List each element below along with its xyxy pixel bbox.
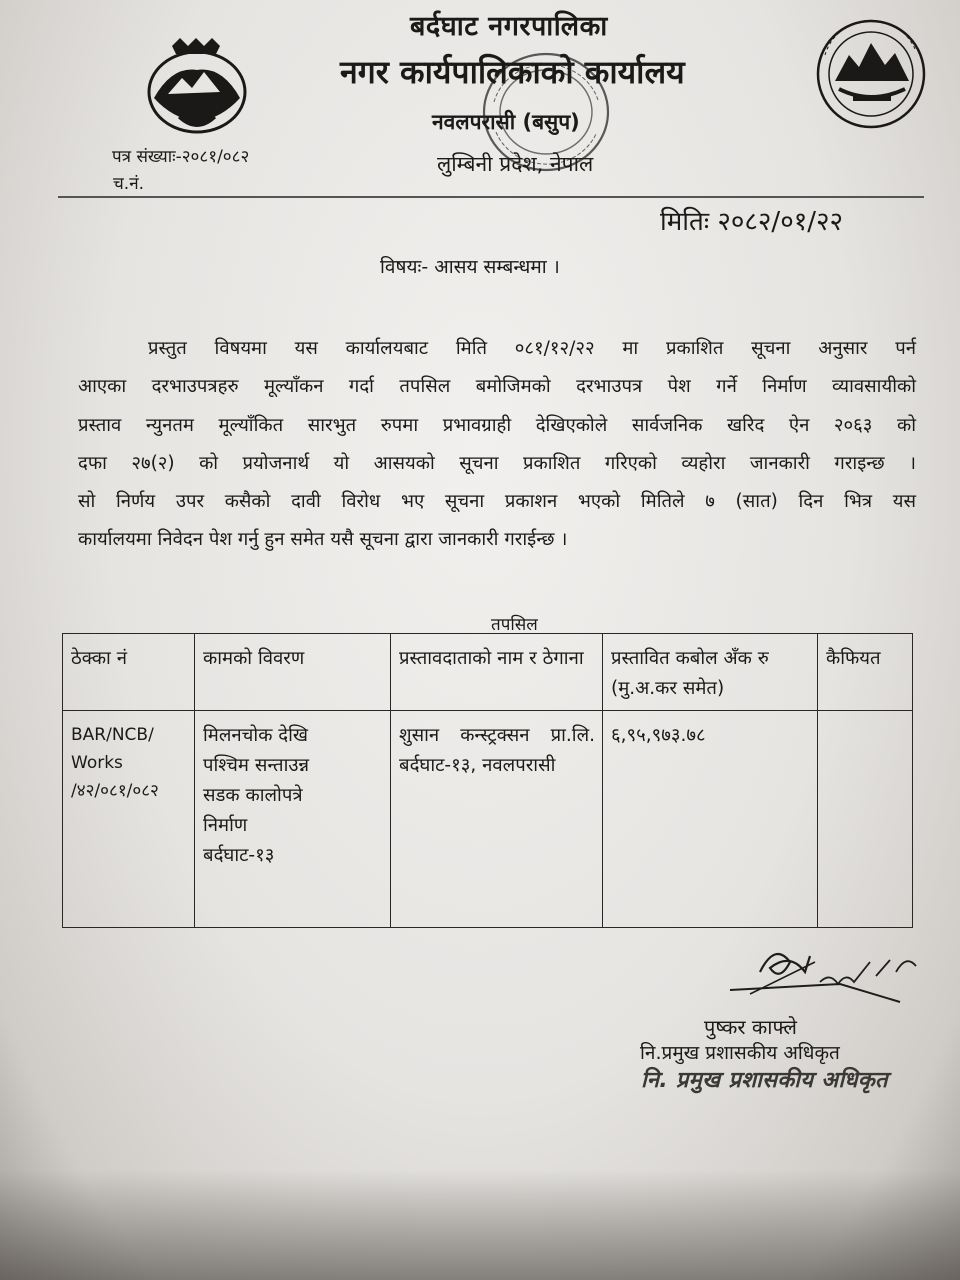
signatory-name: पुष्कर काफ्ले — [704, 1015, 797, 1039]
description-line: निर्माण — [203, 815, 248, 836]
contract-no-line: /४२/०८१/०८२ — [71, 781, 159, 801]
bardaghat-municipality-logo-icon — [815, 15, 927, 133]
description-line: सडक कालोपत्रे — [203, 785, 303, 806]
cell-contract-no — [63, 711, 195, 928]
header-divider — [58, 196, 924, 198]
header-bidder: प्रस्तावदाताको नाम र ठेगाना — [391, 634, 603, 711]
province-name: लुम्बिनी प्रदेश, नेपाल — [437, 152, 594, 176]
cell-description — [195, 711, 391, 928]
header-remarks: कैफियत — [818, 634, 913, 711]
letter-date: मितिः २०८२/०१/२२ — [660, 207, 844, 237]
body-line: आएका दरभाउपत्रहरु मूल्याँकन गर्दा तपसिल बमोजिमको दरभाउपत्र पेश गर्ने निर्माण व्यावसायीको — [78, 376, 916, 398]
contract-no-line: Works — [71, 753, 123, 773]
reference-number: पत्र संख्याः-२०८१/०८२ — [112, 147, 250, 167]
description-line: मिलनचोक देखि — [203, 725, 309, 746]
bid-details-table — [62, 633, 913, 928]
signatory-stamp: नि. प्रमुख प्रशासकीय अधिकृत — [641, 1068, 888, 1093]
district-name: नवलपरासी (बसुप) — [432, 110, 580, 134]
description-line: बर्दघाट-१३ — [203, 845, 275, 866]
cell-amount: ६,९५,९७३.७८ — [603, 711, 818, 928]
signatory-title: नि.प्रमुख प्रशासकीय अधिकृत — [640, 1042, 840, 1064]
cell-bidder: शुसान कन्स्ट्रक्सन प्रा.लि. बर्दघाट-१३, नवलपरासी — [391, 711, 603, 928]
body-line: सो निर्णय उपर कसैको दावी विरोध भए सूचना प्रकाशन भएको मितिले ७ (सात) दिन भित्र यस — [78, 491, 916, 513]
header-amount: प्रस्तावित कबोल अँक रु (मु.अ.कर समेत) — [603, 634, 818, 711]
nepal-emblem-icon — [142, 36, 252, 136]
body-line: प्रस्ताव न्युनतम मूल्याँकित सारभुत रुपमा प्रभावग्राही देखिएकोले सार्वजनिक खरिद ऐन २०६३ को — [78, 414, 916, 436]
body-line: दफा २७(२) को प्रयोजनार्थ यो आसयको सूचना प्रकाशित गरिएको व्यहोरा जानकारी गराइन्छ । — [78, 452, 916, 474]
header-description: कामको विवरण — [195, 634, 391, 711]
table-row — [63, 711, 913, 928]
cell-remarks — [818, 711, 913, 928]
header-contract-no: ठेक्का नं — [63, 634, 195, 711]
table-header-row — [63, 634, 913, 711]
letter-subject: विषयः- आसय सम्बन्धमा । — [380, 256, 560, 278]
contract-no-line: BAR/NCB/ — [71, 725, 154, 745]
office-name: नगर कार्यपालिकाको कार्यालय — [340, 53, 685, 91]
description-line: पश्चिम सन्ताउन्न — [203, 755, 310, 776]
body-line: कार्यालयमा निवेदन पेश गर्नु हुन समेत यसै सूचना द्वारा जानकारी गराईन्छ । — [78, 529, 568, 551]
table-caption: तपसिल — [491, 615, 538, 635]
municipality-name: बर्दघाट नगरपालिका — [410, 11, 608, 42]
letter-body — [78, 330, 916, 560]
body-line: प्रस्तुत विषयमा यस कार्यालयबाट मिति ०८१/१२/२२ मा प्रकाशित सूचना अनुसार पर्न — [148, 338, 916, 359]
dispatch-number: च.नं. — [113, 174, 145, 194]
photo-shadow — [0, 1170, 960, 1280]
handwritten-signature-icon — [720, 932, 930, 1012]
